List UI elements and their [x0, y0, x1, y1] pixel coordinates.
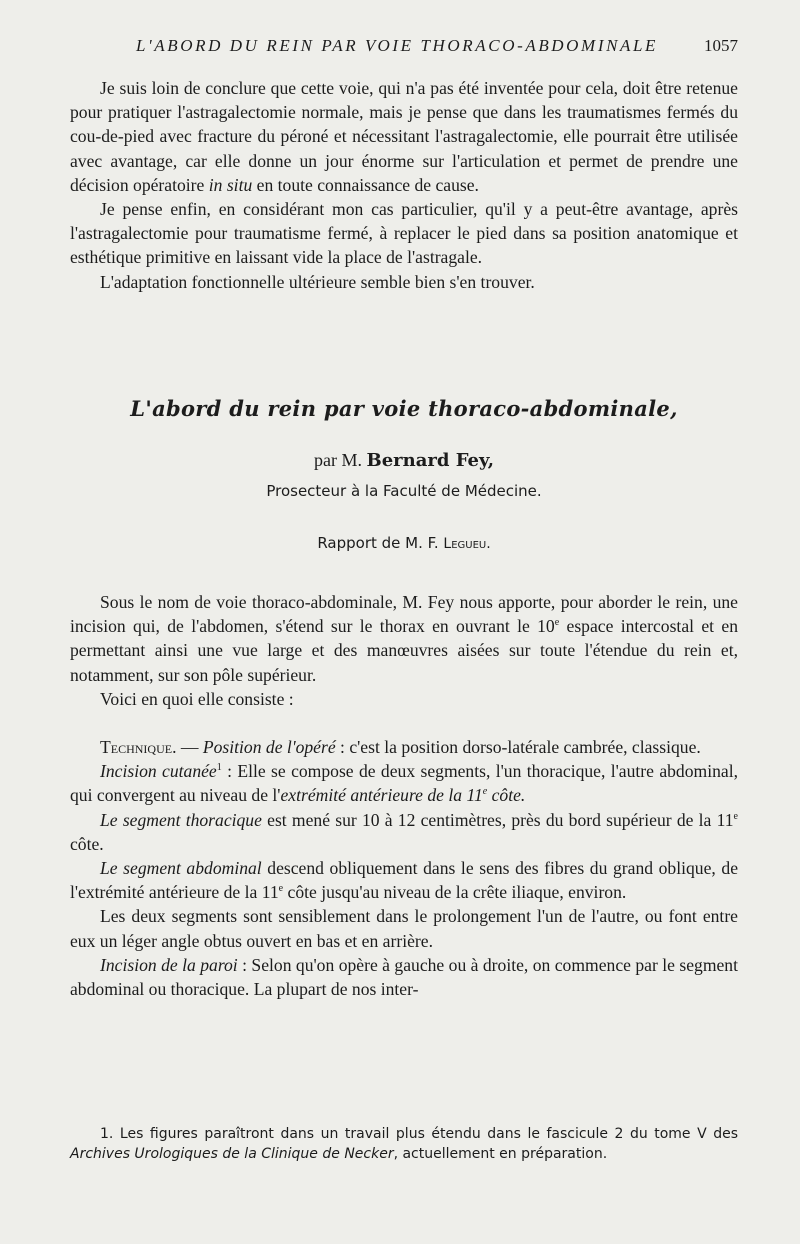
abdominal-rest: descend obliquement dans le sens des fibres du grand oblique, de l'extrémité antérieure de la 11: [70, 858, 739, 903]
report-line: [70, 534, 738, 552]
footnote-text-b: , actuellement en préparation.: [393, 1146, 608, 1162]
footnote-ref: 1: [216, 762, 222, 774]
intro-p1-text: Je suis loin de conclure que cette voie, qui n'a pas été inventée pour cela, doit être retenue pour pratiquer l'astragalectomie normale, mais je pense que dans les traumatismes fermés du cou-de-pied avec fracture du péroné et nécessitant l'astragalectomie, elle pourrait être utilisée avec avantage, car elle donne un jour énorme sur l'articulation et permet de prendre une décision opératoire: [70, 78, 738, 195]
intro-p1-italic: in situ: [208, 174, 253, 195]
incision-italic-2: extrémité antérieure de la 11: [280, 785, 483, 806]
thoracic-rest: est mené sur 10 à 12 centimètres, près du bord supérieur de la 11: [261, 809, 734, 830]
technique-label: Technique.: [100, 737, 177, 758]
abdominal-sup: e: [278, 883, 284, 895]
incision-sup-2: e: [482, 786, 488, 798]
report-name: Legueu.: [443, 536, 491, 552]
byline-prefix: par M.: [314, 450, 367, 470]
running-title: L'ABORD DU REIN PAR VOIE THORACO-ABDOMINALE: [135, 36, 659, 55]
intro-p1-end: en toute connaissance de cause.: [252, 174, 479, 195]
footnote: [70, 1124, 738, 1164]
segments-paragraph: Les deux segments sont sensiblement dans le prolongement l'un de l'autre, ou font entre eux un léger angle obtus ouvert en bas et en arrière.: [70, 906, 738, 951]
abdominal-italic: Le segment abdominal: [100, 858, 262, 879]
author-name: Bernard Fey,: [366, 450, 494, 471]
abdominal-end: côte jusqu'au niveau de la crête iliaque, environ.: [283, 882, 627, 903]
running-header: [70, 36, 738, 56]
intro-paragraph-3: L'adaptation fonctionnelle ultérieure semble bien s'en trouver.: [100, 271, 535, 292]
paroi-paragraph: [70, 953, 738, 1001]
footnote-italic: Archives Urologiques de la Clinique de Necker: [70, 1146, 394, 1162]
body-p1b: espace intercostal et en permettant ainsi une vue large et des manœuvres aisées sur toute l'étendue du rein et, notamment, sur son pôle supérieur.: [70, 616, 738, 685]
report-prefix: Rapport de M. F.: [317, 534, 444, 552]
body-paragraph-1: [70, 590, 738, 687]
incision-italic-3: côte.: [487, 785, 526, 806]
byline: [70, 450, 738, 471]
intro-section: [70, 76, 738, 294]
article-body: [70, 590, 738, 1001]
technique-dash: —: [176, 737, 203, 758]
affiliation: Prosecteur à la Faculté de Médecine.: [266, 482, 542, 500]
page-number: 1057: [704, 36, 738, 55]
intro-paragraph-1: [70, 76, 738, 197]
thoracic-end: côte.: [70, 833, 104, 854]
footnote-text-a: 1. Les figures paraîtront dans un travail plus étendu dans le fascicule 2 du tome V des: [100, 1126, 738, 1142]
abdominal-paragraph: [70, 856, 738, 904]
thoracic-paragraph: [70, 808, 738, 856]
thoracic-sup: e: [733, 810, 738, 822]
technique-paragraph: [70, 735, 738, 759]
incision-paragraph: [70, 759, 738, 807]
incision-rest: : Elle se compose de deux segments, l'un thoracique, l'autre abdominal, qui convergent au niveau de l': [70, 761, 738, 806]
paroi-rest: : Selon qu'on opère à gauche ou à droite, on commence par le segment abdominal ou thoracique. La plupart de nos inter-: [70, 954, 738, 1000]
body-p1a: Sous le nom de voie thoraco-abdominale, M. Fey nous apporte, pour aborder le rein, une incision qui, de l'abdomen, s'étend sur le thorax en ouvrant le 10: [70, 592, 738, 637]
intro-paragraph-2: Je pense enfin, en considérant mon cas particulier, qu'il y a peut-être avantage, après l'astragalectomie pour traumatisme fermé, à replacer le pied dans sa position anatomique et esthétique primitive en laissant vide la place de l'astragale.: [70, 199, 738, 268]
thoracic-italic: Le segment thoracique: [100, 809, 262, 830]
technique-rest: : c'est la position dorso-latérale cambrée, classique.: [335, 737, 701, 758]
article-title: L'abord du rein par voie thoracо-abdominale,: [130, 396, 678, 421]
body-paragraph-2: Voici en quoi elle consiste :: [100, 688, 294, 709]
body-p1-sup: e: [554, 617, 560, 629]
paroi-italic: Incision de la paroi: [100, 954, 238, 975]
incision-italic: Incision cutanée: [100, 761, 217, 782]
spacer: [70, 711, 738, 735]
technique-italic: Position de l'opéré: [202, 737, 336, 758]
